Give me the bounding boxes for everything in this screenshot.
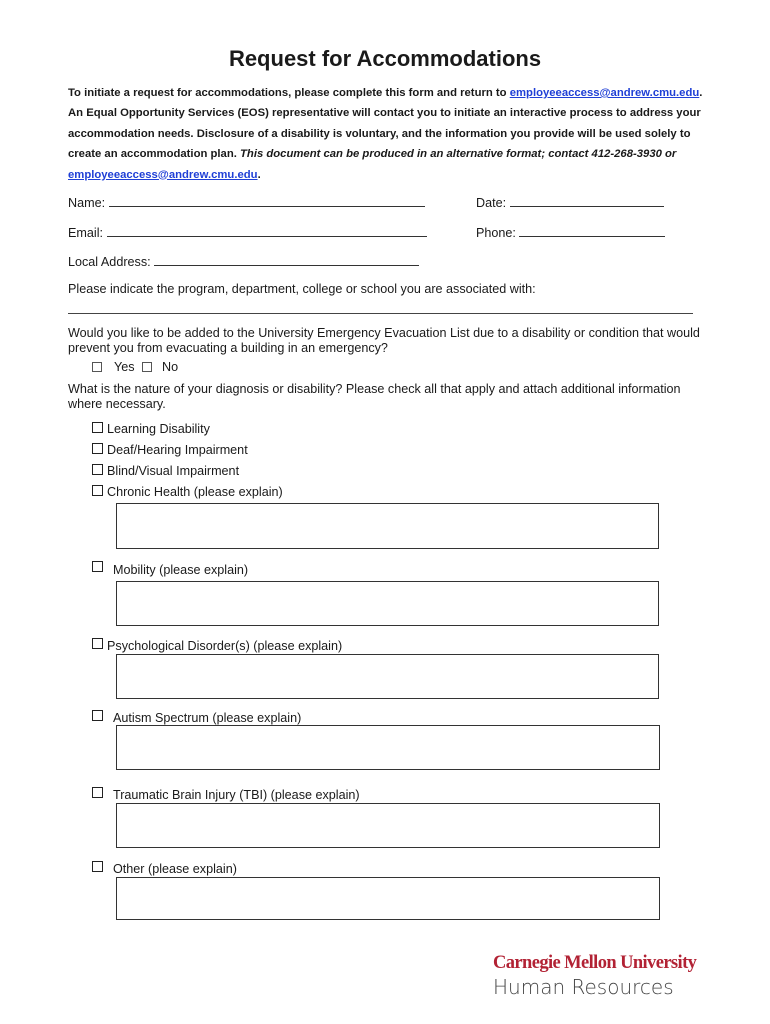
chronic-health-explain-box[interactable] — [116, 503, 659, 549]
other-checkbox[interactable] — [92, 861, 103, 872]
intro-text-4: . — [257, 168, 261, 181]
chronic-health-label: Chronic Health (please explain) — [107, 485, 283, 499]
learning-disability-label: Learning Disability — [107, 422, 210, 436]
learning-disability-checkbox[interactable] — [92, 422, 103, 433]
other-label: Other (please explain) — [113, 862, 237, 876]
mobility-explain-box[interactable] — [116, 581, 659, 626]
evacuation-yes-label: Yes — [114, 360, 135, 374]
local-address-label: Local Address: — [68, 255, 151, 269]
blind-visual-label: Blind/Visual Impairment — [107, 464, 240, 478]
deaf-hearing-label: Deaf/Hearing Impairment — [107, 443, 248, 457]
tbi-explain-box[interactable] — [116, 803, 660, 848]
email-link-2[interactable]: employeeaccess@andrew.cmu.edu — [68, 168, 258, 181]
date-field[interactable] — [510, 195, 664, 207]
name-row — [68, 195, 425, 210]
evacuation-no-checkbox[interactable] — [142, 362, 152, 372]
name-field[interactable] — [109, 195, 425, 207]
psychological-checkbox[interactable] — [92, 638, 103, 649]
deaf-hearing-checkbox[interactable] — [92, 443, 103, 454]
autism-checkbox[interactable] — [92, 710, 103, 721]
local-address-row — [68, 254, 419, 269]
name-label: Name: — [68, 196, 106, 210]
phone-label: Phone: — [476, 226, 516, 240]
intro-paragraph — [68, 83, 718, 185]
intro-text-3: This document can be produced in an alternative format; contact 412-268-3930 or — [240, 148, 677, 161]
phone-field[interactable] — [519, 225, 665, 237]
autism-explain-box[interactable] — [116, 725, 660, 770]
autism-label: Autism Spectrum (please explain) — [113, 711, 302, 725]
other-explain-box[interactable] — [116, 877, 660, 920]
local-address-field[interactable] — [154, 254, 419, 266]
phone-row — [476, 225, 665, 240]
date-row — [476, 195, 664, 210]
email-link[interactable]: employeeaccess@andrew.cmu.edu — [509, 87, 700, 99]
blind-visual-checkbox[interactable] — [92, 464, 103, 475]
mobility-label: Mobility (please explain) — [113, 563, 249, 577]
chronic-health-checkbox[interactable] — [92, 485, 103, 496]
psychological-label: Psychological Disorder(s) (please explain) — [107, 639, 343, 653]
evacuation-yes-checkbox[interactable] — [92, 362, 102, 372]
email-row — [68, 225, 427, 240]
intro-text-2: . An Equal Opportunity Services (EOS) representative will contact you to initiate an interactive process to address your accommodation needs. Disclosure of a disability is voluntary, and the information you provide will be used solely to create an accommodation plan. — [68, 87, 703, 161]
page-title: Request for Accommodations — [228, 46, 542, 71]
cmu-logo-text: Carnegie Mellon University — [493, 953, 697, 973]
intro-text-1: To initiate a request for accommodations, please complete this form and return to — [68, 87, 510, 99]
program-field[interactable] — [68, 313, 693, 314]
tbi-label: Traumatic Brain Injury (TBI) (please explain) — [113, 788, 360, 802]
tbi-checkbox[interactable] — [92, 787, 103, 798]
nature-question: What is the nature of your diagnosis or disability? Please check all that apply and attach additional information where necessary. — [68, 382, 681, 411]
mobility-checkbox[interactable] — [92, 561, 103, 572]
email-field[interactable] — [107, 225, 427, 237]
human-resources-text: Human Resources — [493, 975, 674, 999]
date-label: Date: — [476, 196, 507, 210]
evacuation-no-label: No — [162, 360, 179, 374]
evacuation-question: Would you like to be added to the University Emergency Evacuation List due to a disability or condition that would prevent you from evacuating a building in an emergency? — [68, 326, 700, 355]
email-label: Email: — [68, 226, 103, 240]
psychological-explain-box[interactable] — [116, 654, 659, 699]
program-label: Please indicate the program, department, college or school you are associated with: — [68, 282, 536, 296]
